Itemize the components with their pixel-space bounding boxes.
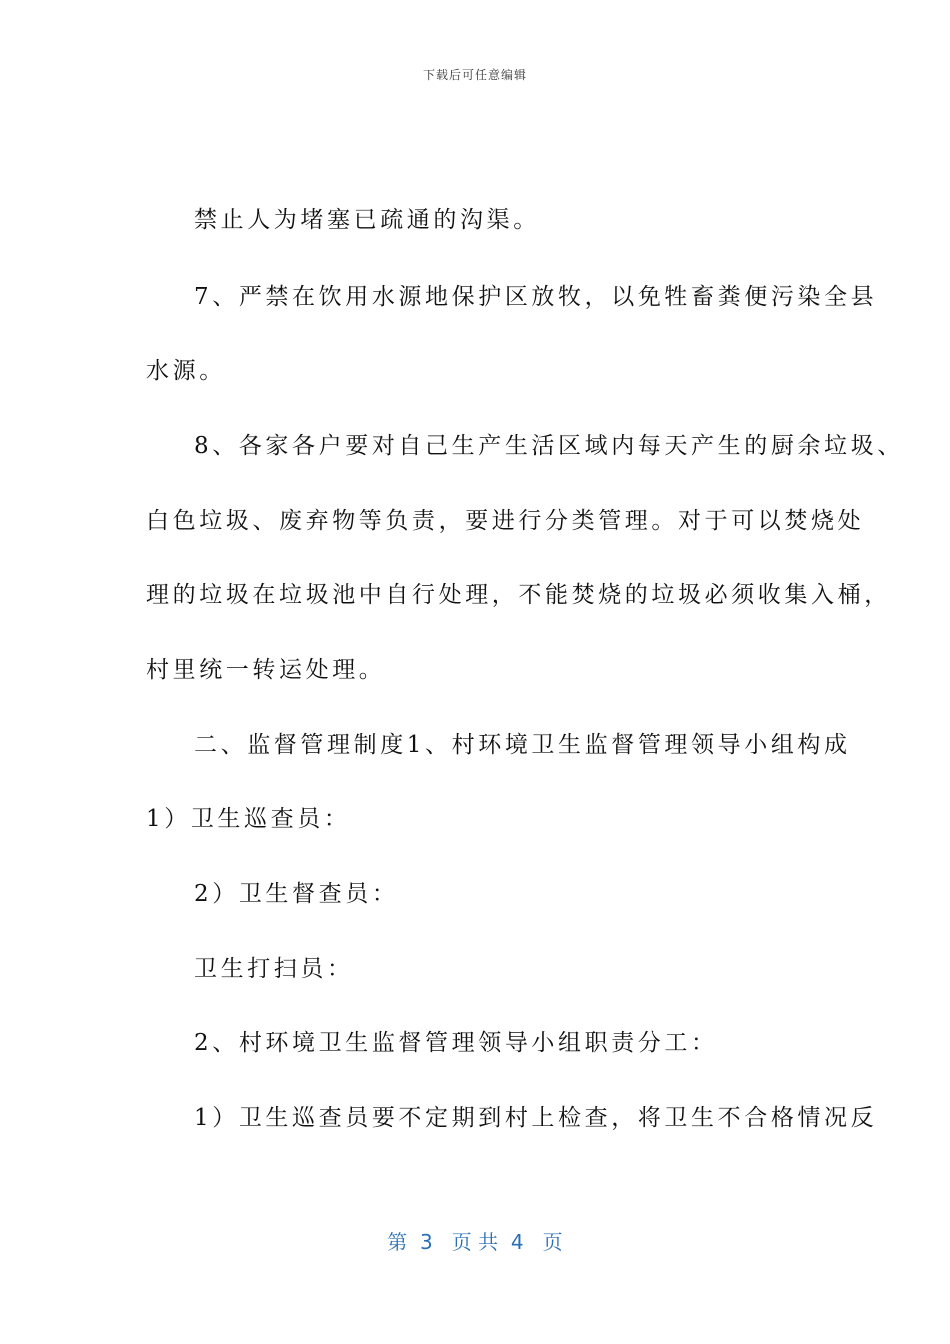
- body-line-4: 8、各家各户要对自己生产生活区域内每天产生的厨余垃圾、: [194, 433, 904, 459]
- body-line-6: 理的垃圾在垃圾池中自行处理，不能焚烧的垃圾必须收集入桶，: [146, 582, 891, 608]
- body-line-7: 村里统一转运处理。: [146, 657, 386, 683]
- page-header: 下载后可任意编辑: [422, 68, 527, 82]
- body-line-5: 白色垃圾、废弃物等负责，要进行分类管理。对于可以焚烧处: [146, 508, 865, 534]
- body-line-8: 二、监督管理制度1、村环境卫生监督管理领导小组构成: [194, 732, 851, 758]
- page-footer: 第 3 页 共 4 页: [387, 1230, 563, 1254]
- body-line-9: 1）卫生巡查员：: [146, 806, 351, 832]
- body-line-13: 1）卫生巡查员要不定期到村上检查，将卫生不合格情况反: [194, 1105, 878, 1131]
- body-line-3: 水源。: [146, 358, 226, 384]
- body-line-1: 禁止人为堵塞已疏通的沟渠。: [194, 207, 540, 233]
- body-line-2: 7、严禁在饮用水源地保护区放牧，以免牲畜粪便污染全县: [194, 284, 878, 310]
- body-line-11: 卫生打扫员：: [194, 956, 354, 982]
- body-line-12: 2、村环境卫生监督管理领导小组职责分工：: [194, 1030, 718, 1056]
- body-line-10: 2）卫生督查员：: [194, 881, 399, 907]
